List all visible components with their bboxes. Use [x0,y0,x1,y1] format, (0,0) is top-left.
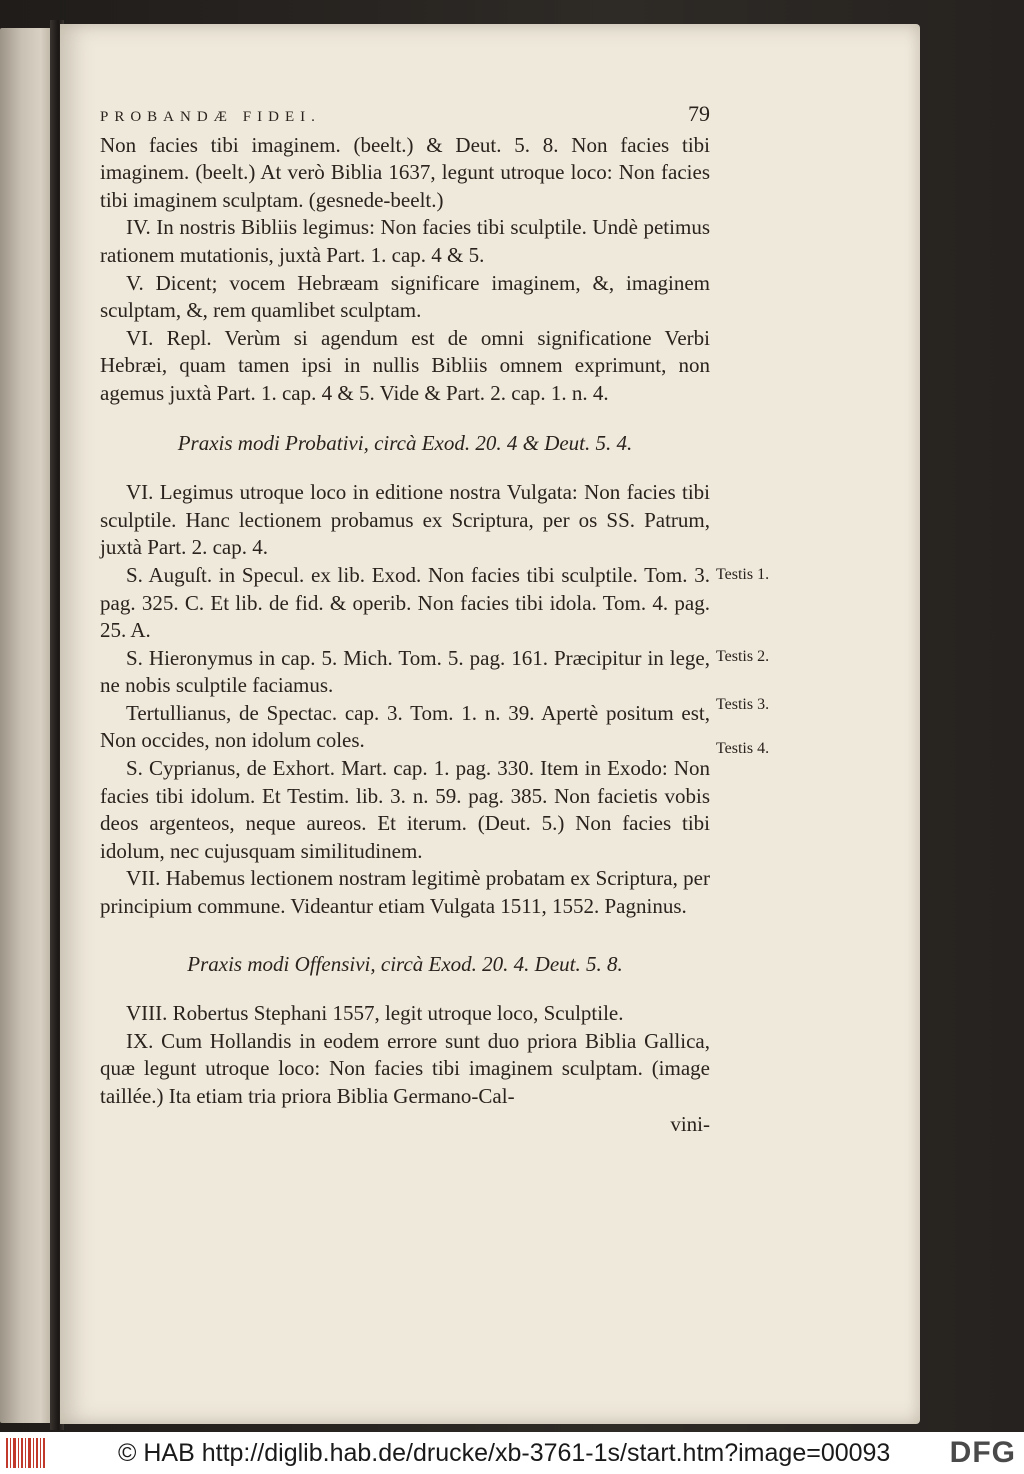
previous-page-edge [0,28,54,1423]
running-head [100,100,710,132]
paragraph: S. Auguſt. in Specul. ex lib. Exod. Non facies tibi sculptile. Tom. 3. pag. 325. C. Et lib. de fid. & operib. Non facies tibi idola. Tom. 4. pag. 25. A. [100,562,710,643]
catchword: vini- [670,1111,710,1136]
paragraph: S. Hieronymus in cap. 5. Mich. Tom. 5. pag. 161. Præcipitur in lege, ne nobis sculptile faciamus. [100,645,710,698]
section-heading: Praxis modi Probativi, circà Exod. 20. 4 & Deut. 5. 4. [177,430,633,455]
running-head-title: PROBANDÆ FIDEI. [100,109,321,125]
paragraph: Tertullianus, de Spectac. cap. 3. Tom. 1. n. 39. Apertè positum est, Non occides, non idolum coles. [100,700,710,753]
paragraph: S. Cyprianus, de Exhort. Mart. cap. 1. pag. 330. Item in Exodo: Non facies tibi idolum. Et Testim. lib. 3. n. 59. pag. 385. Non facietis vobis deos argenteos, neque aureos. Et iterum. (Deut. 5.) Non facies tibi idolum, nec cujusquam similitudinem. [100,756,710,863]
margin-note: Testis 1. [716,566,770,583]
viewer-footer [0,1432,1024,1474]
page-text [100,100,710,1138]
section-heading: Praxis modi Offensivi, circà Exod. 20. 4. Deut. 5. 8. [187,951,623,976]
barcode-icon [6,1438,46,1468]
paragraph: V. Dicent; vocem Hebræam significare imaginem, &, imaginem sculptam, &, rem quamlibet sculptam. [100,270,710,323]
paragraph: VII. Habemus lectionem nostram legitimè probatam ex Scriptura, per principium commune. Videantur etiam Vulgata 1511, 1552. Pagninus. [100,866,710,919]
paragraph: VI. Repl. Verùm si agendum est de omni significatione Verbi Hebræi, quam tamen ipsi in nullis Bibliis omnem exprimunt, non agemus juxtà Part. 1. cap. 4 & 5. Vide & Part. 2. cap. 1. n. 4. [100,325,710,405]
paragraph: VI. Legimus utroque loco in editione nostra Vulgata: Non facies tibi sculptile. Hanc lectionem probamus ex Scriptura, per os SS. Patrum, juxtà Part. 2. cap. 4. [100,480,710,560]
source-credit: © HAB http://diglib.hab.de/drucke/xb-3761-1s/start.htm?image=00093 [118,1439,891,1467]
dfg-logo: DFG [949,1436,1016,1469]
page-number: 79 [688,101,710,126]
paragraph: IV. In nostris Bibliis legimus: Non facies tibi sculptile. Undè petimus rationem mutationis, juxtà Part. 1. cap. 4 & 5. [100,215,710,267]
paragraph: IX. Cum Hollandis in eodem errore sunt duo priora Biblia Gallica, quæ legunt utroque loco: Non facies tibi imaginem sculptam. (image taillée.) Ita etiam tria priora Biblia Germano-Cal- [100,1028,710,1108]
margin-note: Testis 4. [716,740,770,757]
paragraph: Non facies tibi imaginem. (beelt.) & Deut. 5. 8. Non facies tibi imaginem. (beelt.) At verò Biblia 1637, legunt utroque loco: Non facies tibi imaginem sculptam. (gesnede-beelt.) [100,132,710,212]
margin-note: Testis 2. [716,648,770,665]
paragraph: VIII. Robertus Stephani 1557, legit utroque loco, Sculptile. [126,1001,624,1026]
margin-note: Testis 3. [716,696,770,713]
